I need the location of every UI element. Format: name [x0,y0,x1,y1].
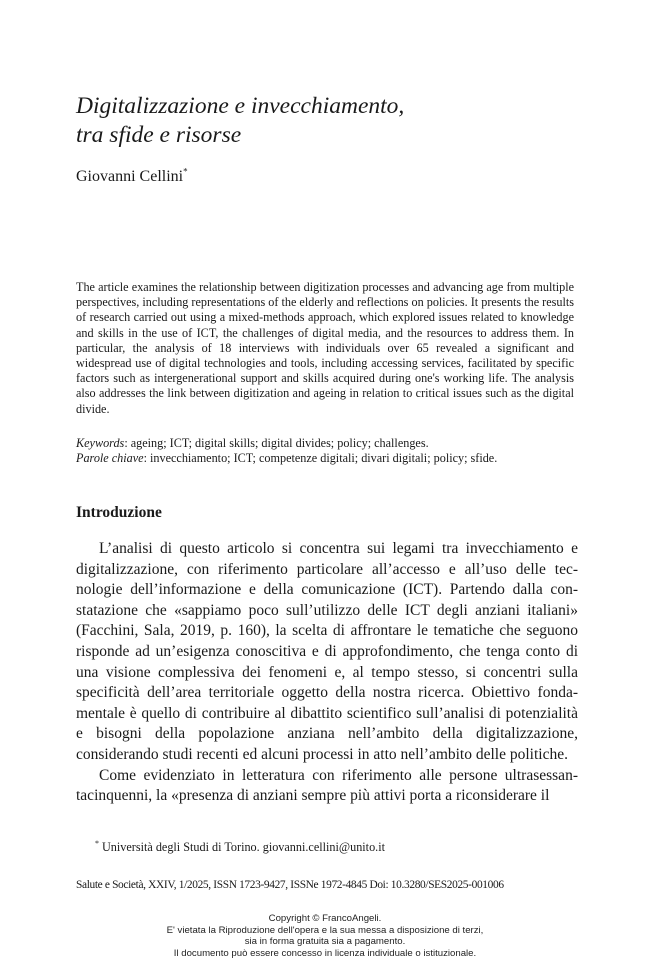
author-footnote-marker: * [183,166,188,177]
copyright-line: sia in forma gratuita sia a pagamento. [244,936,406,948]
section-heading: Introduzione [76,504,162,521]
keywords-text: : ageing; ICT; digital skills; digital divides; policy; challenges. [124,436,429,450]
copyright-line: Il documento può essere concesso in licenza individuale o istituzionale. [173,947,477,959]
copyright-line: Copyright © FrancoAngeli. [268,913,382,924]
footnote-text: Università degli Studi di Torino. giovanni.cellini@unito.it [102,840,385,854]
footnote [95,840,385,855]
paragraph: L’analisi di questo articolo si concentra sui legami tra invecchiamento e digitalizzazione, con riferimento particolare all’accesso e all’uso delle tecnologie dell’informazione e della comunicazione (ICT). Partendo dalla constatazione che «sappiamo poco sull’utilizzo delle ICT degli anziani italiani» (Facchini, Sala, 2019, p. 160), la scelta di affrontare le tematiche che seguono risponde ad un’esigenza conoscitiva e di approfondimento, che tenga conto di una visione complessiva dei fenomeni e, al tempo stesso, si concentri sulla specificità dell’area territoriale oggetto della nostra ricerca. Obiettivo fondamentale è quello di contribuire al dibattito scientifico sull’analisi di potenzialità e bisogni della popolazione anziana nell’ambito della digitalizzazione, considerando studi recenti ed alcuni processi in atto nell’ambito delle politiche. [76,540,578,763]
copyright-notice [0,913,650,959]
footnote-marker: * [95,838,99,848]
keywords-line [76,436,574,451]
journal-citation: Salute e Società, XXIV, 1/2025, ISSN 1723-9427, ISSNe 1972-4845 Doi: 10.3280/SES2025-001006 [76,879,504,891]
parole-chiave-text: : invecchiamento; ICT; competenze digitali; divari digitali; policy; sfide. [143,451,498,466]
title-line-2: tra sfide e risorse [76,122,242,148]
keywords-label: Keywords [76,436,125,450]
keywords-block [76,436,574,466]
copyright-line: E' vietata la Riproduzione dell'opera e la sua messa a disposizione di terzi, [166,924,484,936]
author [76,167,188,187]
abstract: The article examines the relationship between digitization processes and advancing age from multiple perspectives, including representations of the elderly and reflections on policies. It presents the results of research carried out using a mixed-methods approach, which explored issues related to knowledge and skills in the use of ICT, the challenges of digital media, and the resources to address them. In particular, the analysis of 18 interviews with individuals over 65 revealed a significant and widespread use of digital technologies and tools, including accessing services, facilitated by specific factors such as intergenerational support and skills acquired during one's working life. The analysis also addresses the link between digitization and ageing in relation to critical issues such as the digital divide. [76,280,574,416]
body-text [76,539,578,807]
title-line-1: Digitalizzazione e invecchiamento, [76,93,405,119]
parole-chiave-line [76,451,574,466]
article-title [76,92,576,150]
author-name: Giovanni Cellini [76,168,184,185]
parole-chiave-label: Parole chiave [76,451,144,466]
paragraph: Come evidenziato in letteratura con riferimento alle persone ultrasessantacinquenni, la «presenza di anziani sempre più attivi porta a riconsiderare il [76,766,578,805]
